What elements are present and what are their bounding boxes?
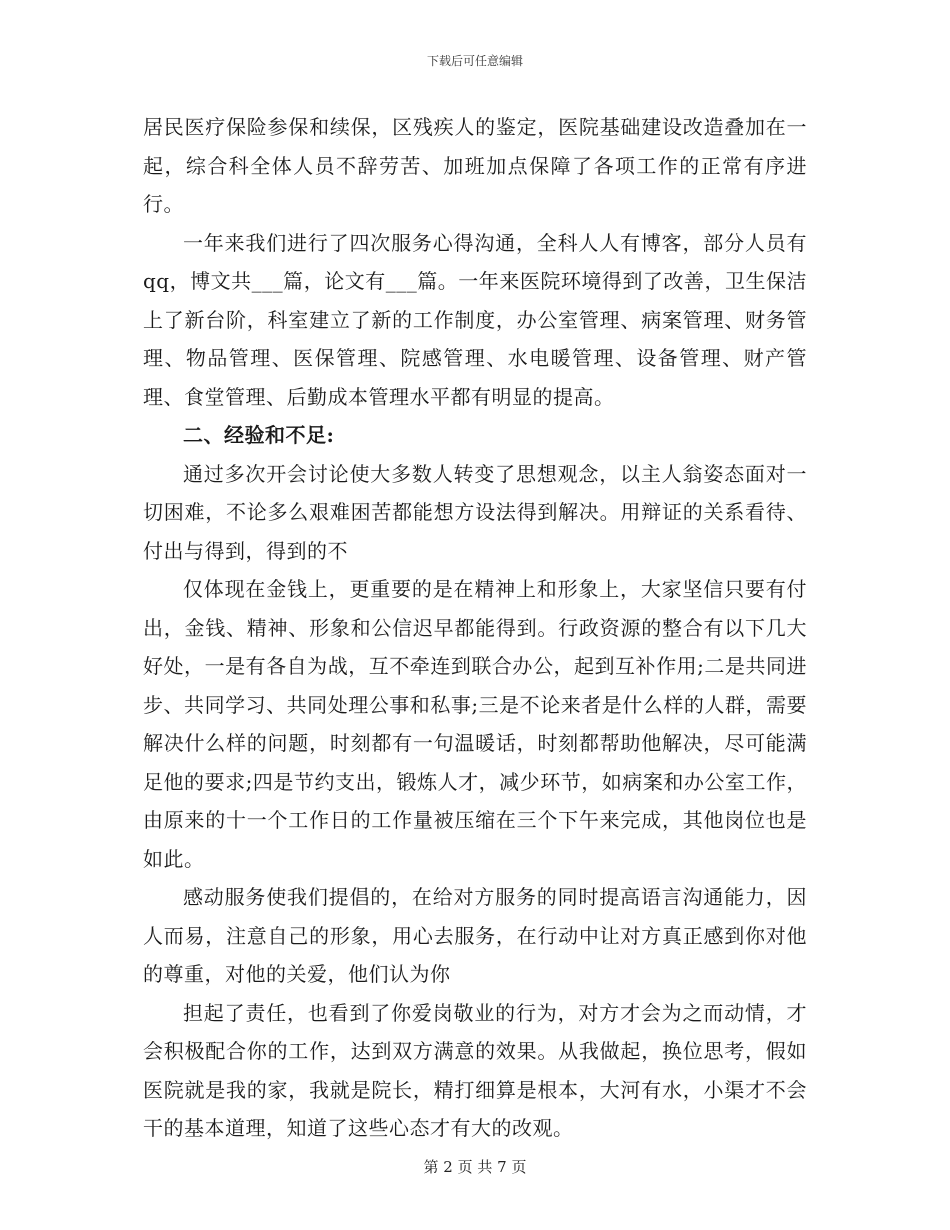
- page-number: 第 2 页 共 7 页: [423, 1158, 527, 1176]
- paragraph-service: 感动服务使我们提倡的，在给对方服务的同时提高语言沟通能力，因人而易，注意自己的形象，用心去服务，在行动中让对方真正感到你对他的尊重，对他的关爱，他们认为你: [143, 885, 807, 986]
- section-heading: 二、经验和不足:: [183, 423, 335, 447]
- paragraph-communication: 一年来我们进行了四次服务心得沟通，全科人人有博客，部分人员有qq，博文共___篇，论文有___篇。一年来医院环境得到了改善，卫生保洁上了新台阶，科室建立了新的工作制度，办公室管理、病案管理、财务管理、物品管理、医保管理、院感管理、水电暖管理、设备管理、财产管理、食堂管理、后勤成本管理水平都有明显的提高。: [143, 230, 807, 409]
- paragraph-experience: 通过多次开会讨论使大多数人转变了思想观念，以主人翁姿态面对一切困难，不论多么艰难困苦都能想方设法得到解决。用辩证的关系看待、付出与得到，得到的不: [143, 461, 807, 563]
- paragraph-responsibility: 担起了责任，也看到了你爱岗敬业的行为，对方才会为之而动情，才会积极配合你的工作，达到双方满意的效果。从我做起，换位思考，假如医院就是我的家，我就是院长，精打细算是根本，大河有水，小渠才不会干的基本道理，知道了这些心态才有大的改观。: [143, 1000, 807, 1140]
- paragraph-benefits: 仅体现在金钱上，更重要的是在精神上和形象上，大家坚信只要有付出，金钱、精神、形象和公信迟早都能得到。行政资源的整合有以下几大好处，一是有各自为战，互不牵连到联合办公，起到互补作用;二是共同进步、共同学习、共同处理公事和私事;三是不论来者是什么样的人群，需要解决什么样的问题，时刻都有一句温暖话，时刻都帮助他解决，尽可能满足他的要求;四是节约支出，锻炼人才，减少环节，如病案和办公室工作，由原来的十一个工作日的工作量被压缩在三个下午来完成，其他岗位也是如此。: [143, 577, 807, 871]
- paragraph-continuation: 居民医疗保险参保和续保，区残疾人的鉴定，医院基础建设改造叠加在一起，综合科全体人员不辞劳苦、加班加点保障了各项工作的正常有序进行。: [143, 115, 807, 216]
- document-body: [143, 108, 807, 1148]
- page-header: 下载后可任意编辑: [426, 54, 523, 68]
